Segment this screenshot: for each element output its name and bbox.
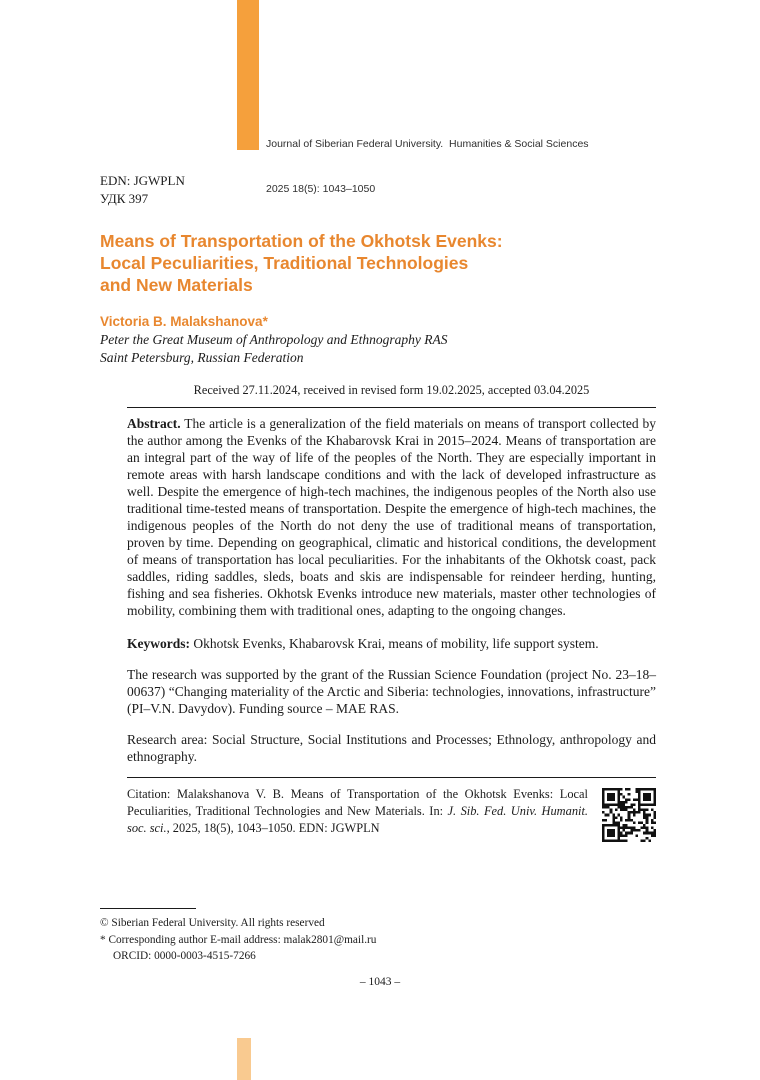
title-line: Local Peculiarities, Traditional Technologies bbox=[100, 253, 469, 273]
keywords-text: Okhotsk Evenks, Khabarovsk Krai, means of mobility, life support system. bbox=[193, 636, 599, 651]
title-line: Means of Transportation of the Okhotsk Evenks: bbox=[100, 231, 503, 251]
keywords bbox=[127, 635, 656, 652]
udk-code: УДК 397 bbox=[100, 191, 149, 206]
qr-code-icon bbox=[602, 788, 656, 842]
affiliation bbox=[100, 331, 656, 367]
affiliation-line: Saint Petersburg, Russian Federation bbox=[100, 350, 304, 365]
title-line: and New Materials bbox=[100, 275, 253, 295]
citation-suffix: , 2025, 18(5), 1043–1050. EDN: JGWPLN bbox=[166, 821, 380, 835]
received-dates: Received 27.11.2024, received in revised form 19.02.2025, accepted 03.04.2025 bbox=[193, 383, 590, 397]
author-name: Victoria B. Malakshanova* bbox=[100, 314, 268, 329]
accent-bar-top bbox=[237, 0, 259, 150]
article-title bbox=[100, 230, 656, 296]
abstract-column bbox=[127, 383, 656, 842]
journal-title: Journal of Siberian Federal University. Humanities & Social Sciences bbox=[266, 138, 589, 150]
divider-citation bbox=[127, 777, 656, 778]
funding-note: The research was supported by the grant of the Russian Science Foundation (project No. 23–18–00637) “Changing materiality of the Arctic and Siberia: technologies, innovations, infrastructure” (PI–V.N. Davydov). Funding source – MAE RAS. bbox=[127, 667, 656, 716]
affiliation-line: Peter the Great Museum of Anthropology and Ethnography RAS bbox=[100, 332, 448, 347]
page-number: – 1043 – bbox=[359, 976, 401, 988]
footnote-rule bbox=[100, 908, 196, 909]
citation-text bbox=[127, 786, 588, 837]
citation-block bbox=[127, 786, 656, 842]
abstract bbox=[127, 415, 656, 619]
keywords-label: Keywords: bbox=[127, 636, 190, 651]
article-codes bbox=[100, 172, 656, 208]
accent-bar-bottom bbox=[237, 1038, 251, 1080]
article-content bbox=[100, 172, 656, 842]
orcid-note: ORCID: 0000-0003-4515-7266 bbox=[113, 950, 256, 962]
abstract-label: Abstract. bbox=[127, 416, 181, 431]
corresponding-author-note: * Corresponding author E-mail address: malak2801@mail.ru bbox=[100, 933, 377, 946]
citation-prefix: Citation: Malakshanova V. B. Means of Transportation of the Okhotsk Evenks: Local Peculiarities, Traditional Technologies and New Materials. In: bbox=[127, 787, 588, 818]
copyright-note: © Siberian Federal University. All rights reserved bbox=[100, 917, 325, 929]
research-area: Research area: Social Structure, Social Institutions and Processes; Ethnology, anthropology and ethnography. bbox=[127, 732, 656, 764]
divider-top bbox=[127, 407, 656, 408]
abstract-text: The article is a generalization of the field materials on means of transport collected by the author among the Evenks of the Khabarovsk Krai in 2015–2024. Means of transportation are an integral part of the way of life of the peoples of the North. They are especially important in remote areas with harsh landscape conditions and with the lack of developed infrastructure as well. Despite the emergence of high-tech machines, the indigenous peoples of the North also use traditional time-tested means of transportation. Despite the emergence of high-tech machines, the indigenous peoples of the North do not deny the use of traditional means of transportation, proven by time. Depending on geographical, climatic and historical conditions, the development of means of transportation has local peculiarities. For the inhabitants of the Okhotsk coast, pack saddles, riding saddles, sleds, boats and skis are indispensable for reindeer herding, hunting, fishing and sea fisheries. Okhotsk Evenks introduce new materials, master other technologies of mobility, combining them with traditional ones, adapting to the ongoing changes. bbox=[127, 416, 656, 618]
citation-journal: J. Sib. Fed. Univ. Humanit. soc. sci. bbox=[127, 804, 588, 835]
journal-issue: 2025 18(5): 1043–1050 bbox=[266, 183, 376, 195]
edn-code: EDN: JGWPLN bbox=[100, 173, 185, 188]
footnotes bbox=[100, 908, 376, 965]
